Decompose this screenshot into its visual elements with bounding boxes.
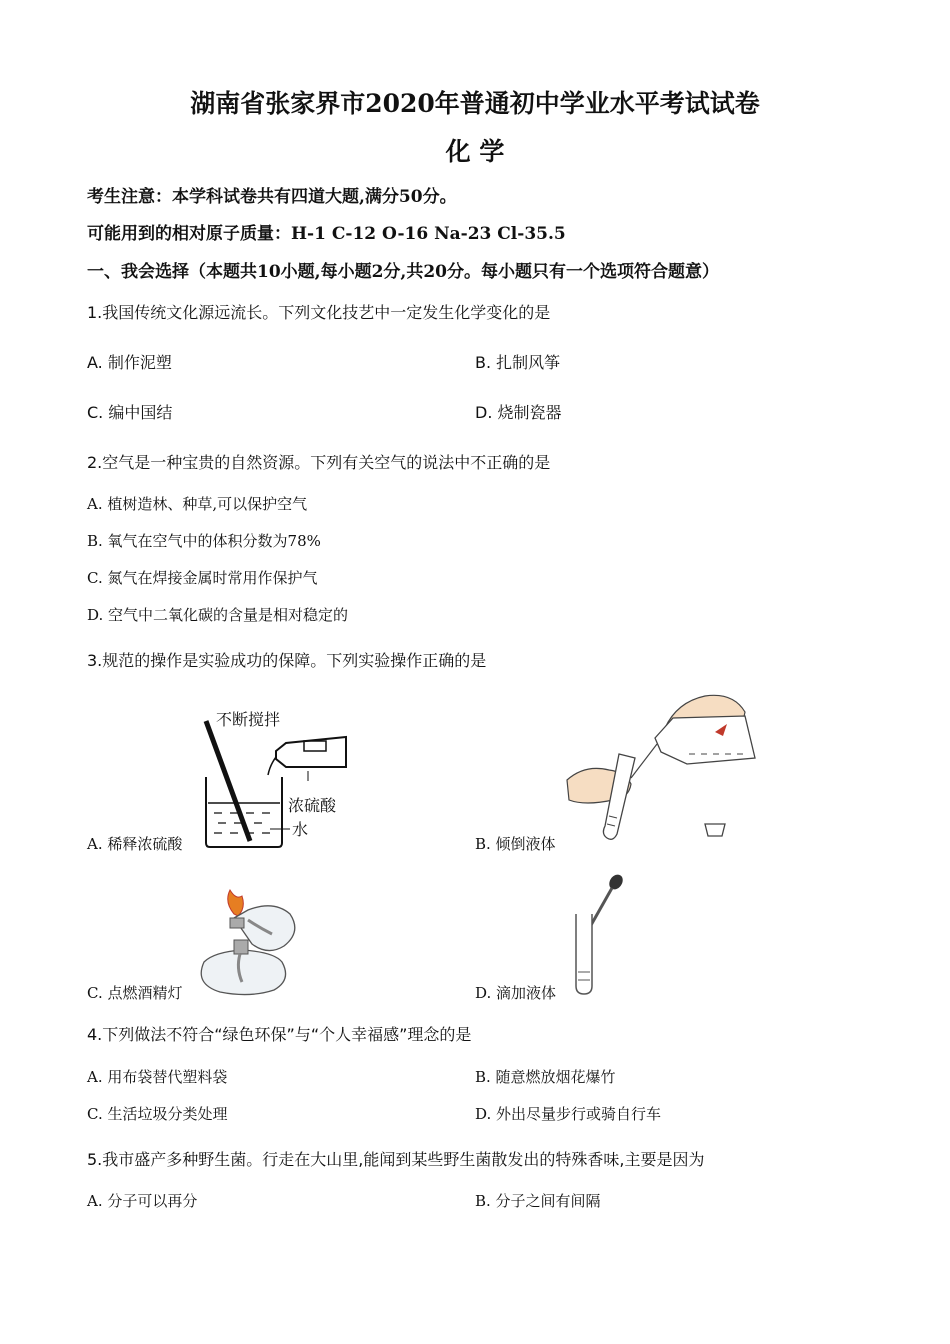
question-1-option-d: D. 烧制瓷器	[475, 403, 562, 422]
test-tube-d	[576, 914, 592, 994]
question-4-stem: 4.下列做法不符合“绿色环保”与“个人幸福感”理念的是	[87, 1025, 472, 1044]
question-2-option-d: D. 空气中二氧化碳的含量是相对稳定的	[87, 606, 349, 624]
base-lamp	[201, 950, 285, 995]
question-4-option-b: B. 随意燃放烟花爆竹	[475, 1068, 616, 1086]
question-1-option-b: B. 扎制风筝	[475, 353, 561, 372]
question-1-stem: 1.我国传统文化源远流长。下列文化技艺中一定发生化学变化的是	[87, 303, 551, 322]
label-acid: 浓硫酸	[288, 796, 337, 815]
flame	[228, 890, 244, 916]
figure-dilute-acid	[190, 705, 370, 855]
beaker	[206, 777, 282, 847]
atomic-mass-line: 可能用到的相对原子质量：H-1 C-12 O-16 Na-23 Cl-35.5	[87, 224, 566, 244]
bottle-stopper	[705, 824, 725, 836]
question-5-option-a: A. 分子可以再分	[87, 1192, 198, 1210]
exam-notice: 考生注意：本学科试卷共有四道大题,满分50分。	[87, 187, 457, 207]
question-2-option-a: A. 植树造林、种草,可以保护空气	[87, 495, 308, 513]
question-3-option-b: B. 倾倒液体	[475, 835, 556, 853]
question-3-option-d: D. 滴加液体	[475, 984, 557, 1002]
question-3-stem: 3.规范的操作是实验成功的保障。下列实验操作正确的是	[87, 651, 487, 670]
question-4-option-d: D. 外出尽量步行或骑自行车	[475, 1105, 662, 1123]
question-1-option-a: A. 制作泥塑	[87, 353, 172, 372]
section-heading: 一、我会选择（本题共10小题,每小题2分,共20分。每小题只有一个选项符合题意）	[87, 262, 719, 282]
glass-rod	[206, 721, 250, 841]
question-3-option-c: C. 点燃酒精灯	[87, 984, 183, 1002]
question-2-stem: 2.空气是一种宝贵的自然资源。下列有关空气的说法中不正确的是	[87, 453, 551, 472]
figure-pour-liquid	[565, 688, 765, 848]
question-4-option-c: C. 生活垃圾分类处理	[87, 1105, 228, 1123]
figure-drop-liquid	[570, 872, 630, 997]
question-5-option-b: B. 分子之间有间隔	[475, 1192, 601, 1210]
label-water: 水	[292, 820, 309, 839]
question-1-option-c: C. 编中国结	[87, 403, 173, 422]
question-2-option-c: C. 氮气在焊接金属时常用作保护气	[87, 569, 318, 587]
figure-light-lamp	[190, 888, 310, 1000]
question-2-option-b: B. 氧气在空气中的体积分数为78%	[87, 532, 321, 550]
question-5-stem: 5.我市盛产多种野生菌。行走在大山里,能闻到某些野生菌散发出的特殊香味,主要是因为	[87, 1150, 705, 1169]
subject-title: 化 学	[445, 137, 505, 166]
dropper-bulb	[606, 872, 625, 892]
label-stir: 不断搅拌	[216, 710, 281, 729]
question-3-option-a: A. 稀释浓硫酸	[87, 835, 183, 853]
reagent-bottle	[655, 716, 755, 764]
exam-title: 湖南省张家界市2020年普通初中学业水平考试试卷	[190, 89, 760, 118]
question-4-option-a: A. 用布袋替代塑料袋	[87, 1068, 228, 1086]
